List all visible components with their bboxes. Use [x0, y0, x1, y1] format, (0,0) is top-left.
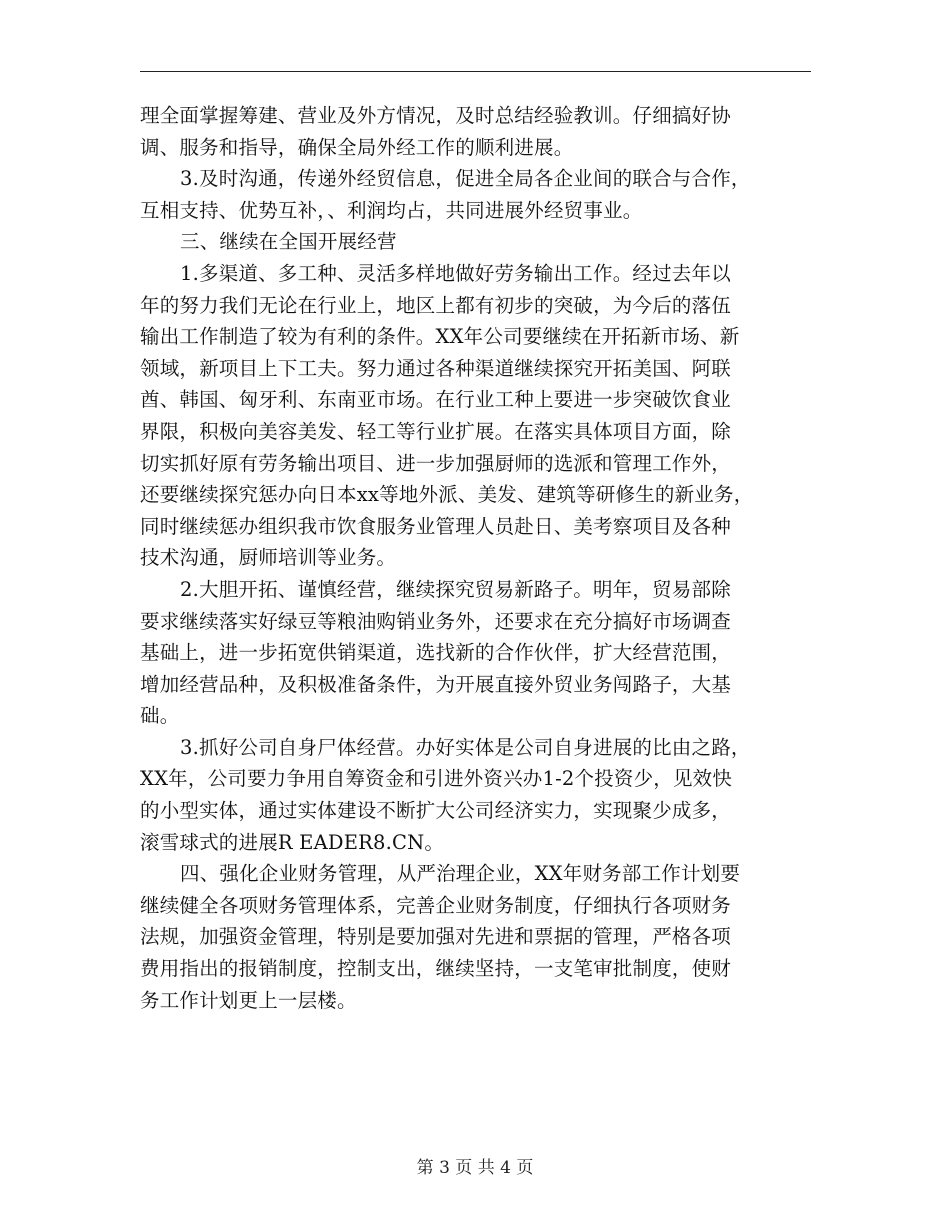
- text-line: 切实抓好原有劳务输出项目、进一步加强厨师的选派和管理工作外，: [140, 451, 732, 475]
- text-line: 费用指出的报销制度，控制支出，继续坚持，一支笔审批制度，使财: [140, 957, 732, 981]
- text-line: 调、服务和指导，确保全局外经工作的顺利进展。: [140, 135, 574, 159]
- page-footer: 第 3 页 共 4 页: [416, 1158, 534, 1178]
- text-line: 界限，积极向美容美发、轻工等行业扩展。在落实具体项目方面，除: [140, 419, 732, 443]
- text-line: 的小型实体，通过实体建设不断扩大公司经济实力，实现聚少成多，: [140, 799, 732, 823]
- header-rule: [140, 71, 811, 72]
- text-line: 年的努力我们无论在行业上，地区上都有初步的突破，为今后的落伍: [140, 293, 732, 317]
- text-line: 法规，加强资金管理，特别是要加强对先进和票据的管理，严格各项: [140, 925, 732, 949]
- text-line: 继续健全各项财务管理体系，完善企业财务制度，仔细执行各项财务: [140, 893, 732, 917]
- text-line: 四、强化企业财务管理，从严治理企业，XX年财务部工作计划要: [180, 862, 741, 886]
- text-line: 理全面掌握筹建、营业及外方情况，及时总结经验教训。仔细搞好协: [140, 104, 732, 127]
- text-line: 3.及时沟通，传递外经贸信息，促进全局各企业间的联合与合作，: [180, 167, 751, 191]
- text-line: 技术沟通，厨师培训等业务。: [140, 546, 397, 570]
- text-line: 领域，新项目上下工夫。努力通过各种渠道继续探究开拓美国、阿联: [140, 356, 732, 380]
- text-line: 3.抓好公司自身尸体经营。办好实体是公司自身进展的比由之路，: [180, 735, 751, 759]
- text-line: 增加经营品种，及积极准备条件，为开展直接外贸业务闯路子，大基: [140, 672, 732, 696]
- text-line: 酋、韩国、匈牙利、东南亚市场。在行业工种上要进一步突破饮食业: [140, 388, 732, 412]
- text-line: 要求继续落实好绿豆等粮油购销业务外，还要求在充分搞好市场调查: [140, 609, 732, 633]
- text-line: 2.大胆开拓、谨慎经营，继续探究贸易新路子。明年，贸易部除: [180, 577, 731, 601]
- text-line: 础。: [140, 704, 180, 728]
- text-line: 同时继续惩办组织我市饮食服务业管理人员赴日、美考察项目及各种: [140, 514, 732, 538]
- text-line: 1.多渠道、多工种、灵活多样地做好劳务输出工作。经过去年以: [180, 261, 731, 285]
- text-line: 务工作计划更上一层楼。: [140, 988, 357, 1012]
- document-body: [140, 100, 812, 1016]
- text-line: 还要继续探究惩办向日本xx等地外派、美发、建筑等研修生的新业务，: [140, 483, 754, 507]
- text-line: 输出工作制造了较为有利的条件。XX年公司要继续在开拓新市场、新: [140, 325, 740, 349]
- text-line: 基础上，进一步拓宽供销渠道，选找新的合作伙伴，扩大经营范围，: [140, 641, 732, 665]
- text-line: XX年，公司要力争用自筹资金和引进外资兴办1-2个投资少，见效快: [140, 767, 733, 791]
- text-line: 互相支持、优势互补，、利润均占，共同进展外经贸事业。: [140, 198, 643, 222]
- text-line: 滚雪球式的进展R EADER8.CN。: [140, 830, 445, 854]
- text-line: 三、继续在全国开展经营: [180, 230, 397, 254]
